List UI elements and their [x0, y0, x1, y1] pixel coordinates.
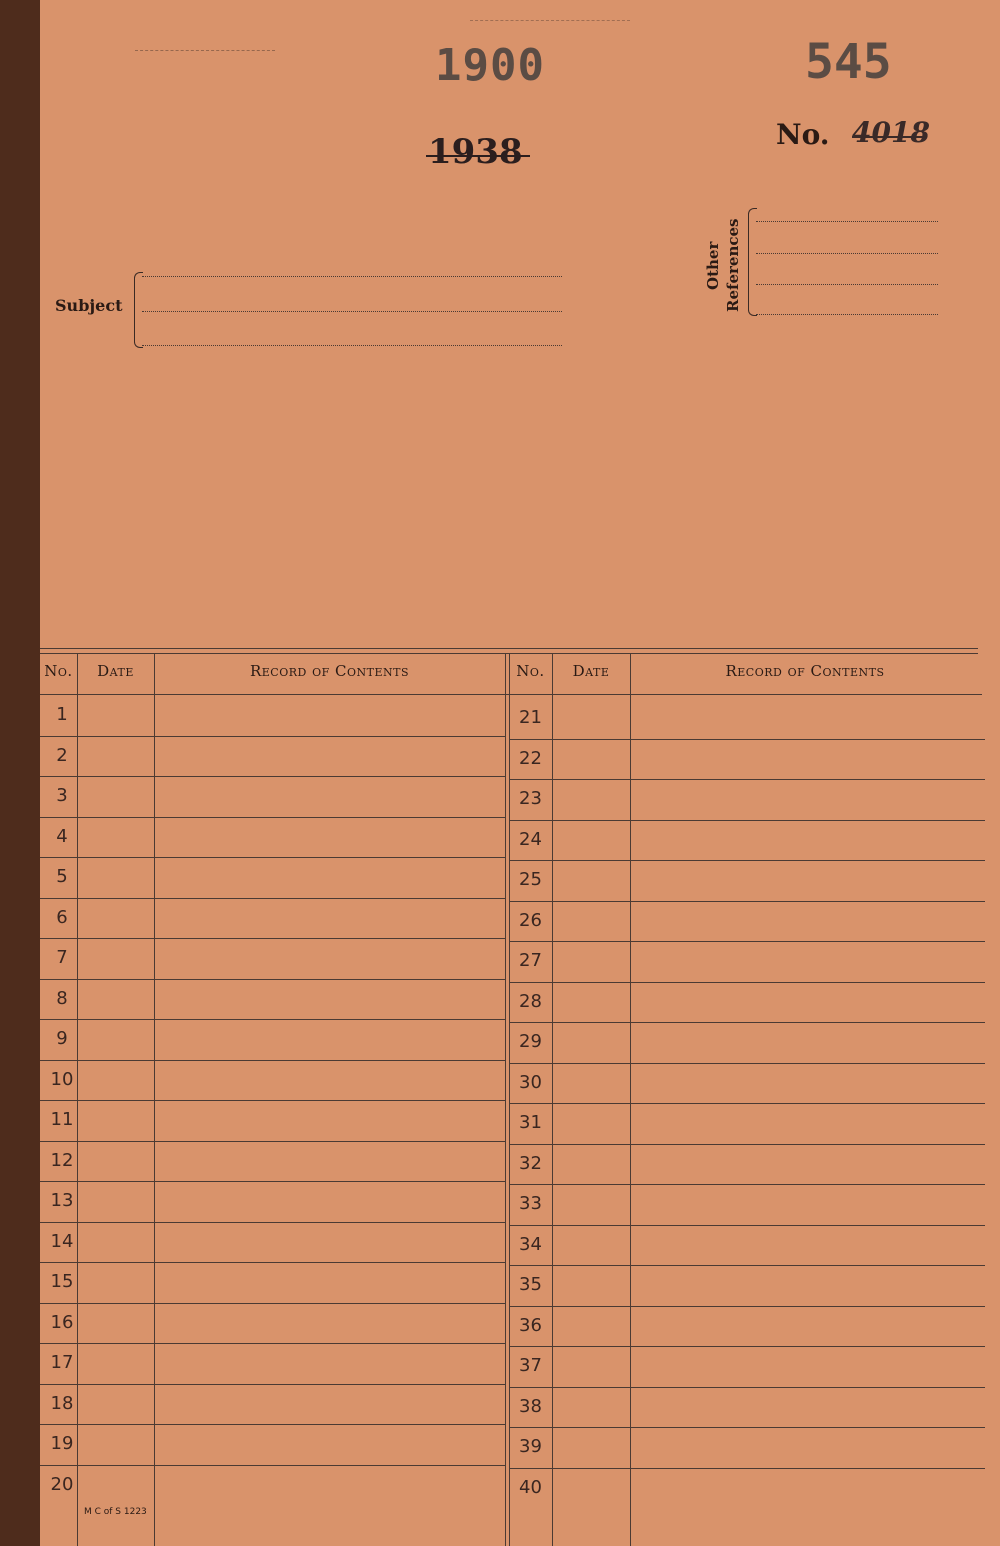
row-rule-left	[40, 857, 505, 858]
number-label: No.	[776, 118, 830, 151]
other-ref-line-2[interactable]	[756, 253, 938, 254]
row-number-left: 13	[50, 1190, 74, 1211]
row-number-left: 9	[56, 1028, 68, 1049]
row-rule-right	[509, 982, 985, 983]
row-rule-right	[509, 820, 985, 821]
row-rule-left	[40, 1222, 505, 1223]
subject-line-2[interactable]	[142, 311, 562, 312]
row-rule-left	[40, 1019, 505, 1020]
other-references-line1: Other	[704, 241, 722, 290]
file-number-stamp: 545	[805, 34, 892, 90]
subject-line-1[interactable]	[142, 276, 562, 277]
row-rule-left	[40, 817, 505, 818]
row-rule-left	[40, 898, 505, 899]
row-rule-left	[40, 1262, 505, 1263]
row-number-right: 32	[519, 1152, 542, 1174]
col-divider-date-right	[630, 654, 631, 1546]
row-number-left: 7	[56, 947, 68, 968]
row-rule-right	[509, 739, 985, 740]
row-rule-left	[40, 1424, 505, 1425]
row-number-right: 34	[519, 1233, 542, 1255]
other-ref-line-3[interactable]	[756, 284, 938, 285]
row-rule-right	[509, 1063, 985, 1064]
other-ref-line-1[interactable]	[756, 221, 938, 222]
row-rule-left	[40, 1141, 505, 1142]
row-rule-right	[509, 1265, 985, 1266]
row-number-left: 3	[56, 785, 68, 806]
row-number-left: 5	[56, 866, 68, 887]
row-rule-right	[509, 1387, 985, 1388]
other-references-brace	[748, 208, 757, 316]
row-rule-right	[509, 1184, 985, 1185]
other-ref-line-4[interactable]	[756, 314, 938, 315]
row-rule-right	[509, 901, 985, 902]
row-number-right: 35	[519, 1274, 542, 1295]
row-number-left: 6	[56, 906, 68, 928]
header-no-right: No.	[516, 662, 545, 680]
row-number-right: 33	[519, 1193, 542, 1214]
strike-through-line	[426, 155, 530, 157]
row-rule-right	[509, 1306, 985, 1307]
row-number-right: 21	[519, 707, 542, 728]
row-number-right: 23	[519, 788, 542, 809]
row-rule-left	[40, 1384, 505, 1385]
row-number-left: 11	[50, 1109, 74, 1130]
struck-year: 1938	[428, 132, 523, 172]
row-rule-left	[40, 1303, 505, 1304]
row-number-right: 27	[519, 950, 542, 971]
col-divider-no-right	[552, 654, 553, 1546]
row-number-left: 17	[50, 1352, 74, 1373]
row-number-right: 30	[519, 1071, 542, 1093]
row-rule-right	[509, 941, 985, 942]
row-number-left: 1	[56, 704, 68, 725]
row-number-left: 20	[50, 1473, 74, 1495]
other-references-line2: References	[724, 218, 742, 312]
row-rule-right	[509, 779, 985, 780]
year-stamp: 1900	[435, 40, 545, 91]
row-rule-left	[40, 979, 505, 980]
row-number-right: 37	[519, 1355, 542, 1376]
row-number-left: 15	[50, 1271, 74, 1292]
row-number-left: 8	[56, 987, 68, 1009]
top-mark-line-2	[470, 20, 630, 21]
subject-line-3[interactable]	[142, 345, 562, 346]
row-number-right: 39	[519, 1436, 542, 1457]
row-rule-right	[509, 1427, 985, 1428]
header-record-right: Record of Contents	[725, 662, 885, 680]
row-number-left: 12	[50, 1149, 74, 1171]
row-rule-right	[509, 1022, 985, 1023]
row-number-left: 16	[50, 1311, 74, 1333]
row-number-left: 10	[50, 1068, 74, 1090]
row-number-right: 36	[519, 1314, 542, 1336]
row-number-right: 31	[519, 1112, 542, 1133]
row-number-left: 19	[50, 1433, 74, 1454]
row-number-right: 28	[519, 990, 542, 1012]
row-number-left: 18	[50, 1392, 74, 1414]
header-date-right: Date	[572, 662, 610, 680]
binding-spine	[0, 0, 40, 1546]
row-rule-right	[509, 1468, 985, 1469]
subject-label: Subject	[55, 296, 123, 315]
row-rule-left	[40, 776, 505, 777]
row-rule-left	[40, 938, 505, 939]
row-number-right: 29	[519, 1031, 542, 1052]
row-rule-left	[40, 1465, 505, 1466]
header-no-left: No.	[44, 662, 73, 680]
row-rule-right	[509, 1103, 985, 1104]
row-number-right: 25	[519, 869, 542, 890]
row-rule-left	[40, 736, 505, 737]
printer-code: M C of S 1223	[84, 1507, 147, 1517]
row-number-left: 14	[50, 1230, 74, 1252]
number-value: 4018	[852, 116, 930, 149]
row-number-right: 26	[519, 909, 542, 931]
col-divider-middle-a	[505, 654, 506, 1546]
row-number-left: 4	[56, 825, 68, 847]
row-number-left: 2	[56, 744, 68, 766]
header-record-left: Record of Contents	[249, 662, 410, 680]
row-number-right: 24	[519, 828, 542, 850]
table-top-rule	[40, 648, 978, 649]
other-references-label	[700, 212, 750, 316]
row-rule-left	[40, 1100, 505, 1101]
header-date-left: Date	[97, 662, 134, 680]
row-rule-left	[40, 1343, 505, 1344]
row-rule-left	[40, 1181, 505, 1182]
row-number-right: 38	[519, 1395, 542, 1417]
row-rule-left	[40, 1060, 505, 1061]
top-mark-line	[135, 50, 275, 51]
table-header-rule	[40, 694, 982, 695]
row-rule-right	[509, 1346, 985, 1347]
row-number-right: 22	[519, 747, 542, 769]
row-rule-right	[509, 1225, 985, 1226]
row-number-right: 40	[519, 1476, 542, 1498]
number-strike-line	[852, 136, 924, 138]
row-rule-right	[509, 860, 985, 861]
row-rule-right	[509, 1144, 985, 1145]
subject-brace	[134, 272, 143, 348]
